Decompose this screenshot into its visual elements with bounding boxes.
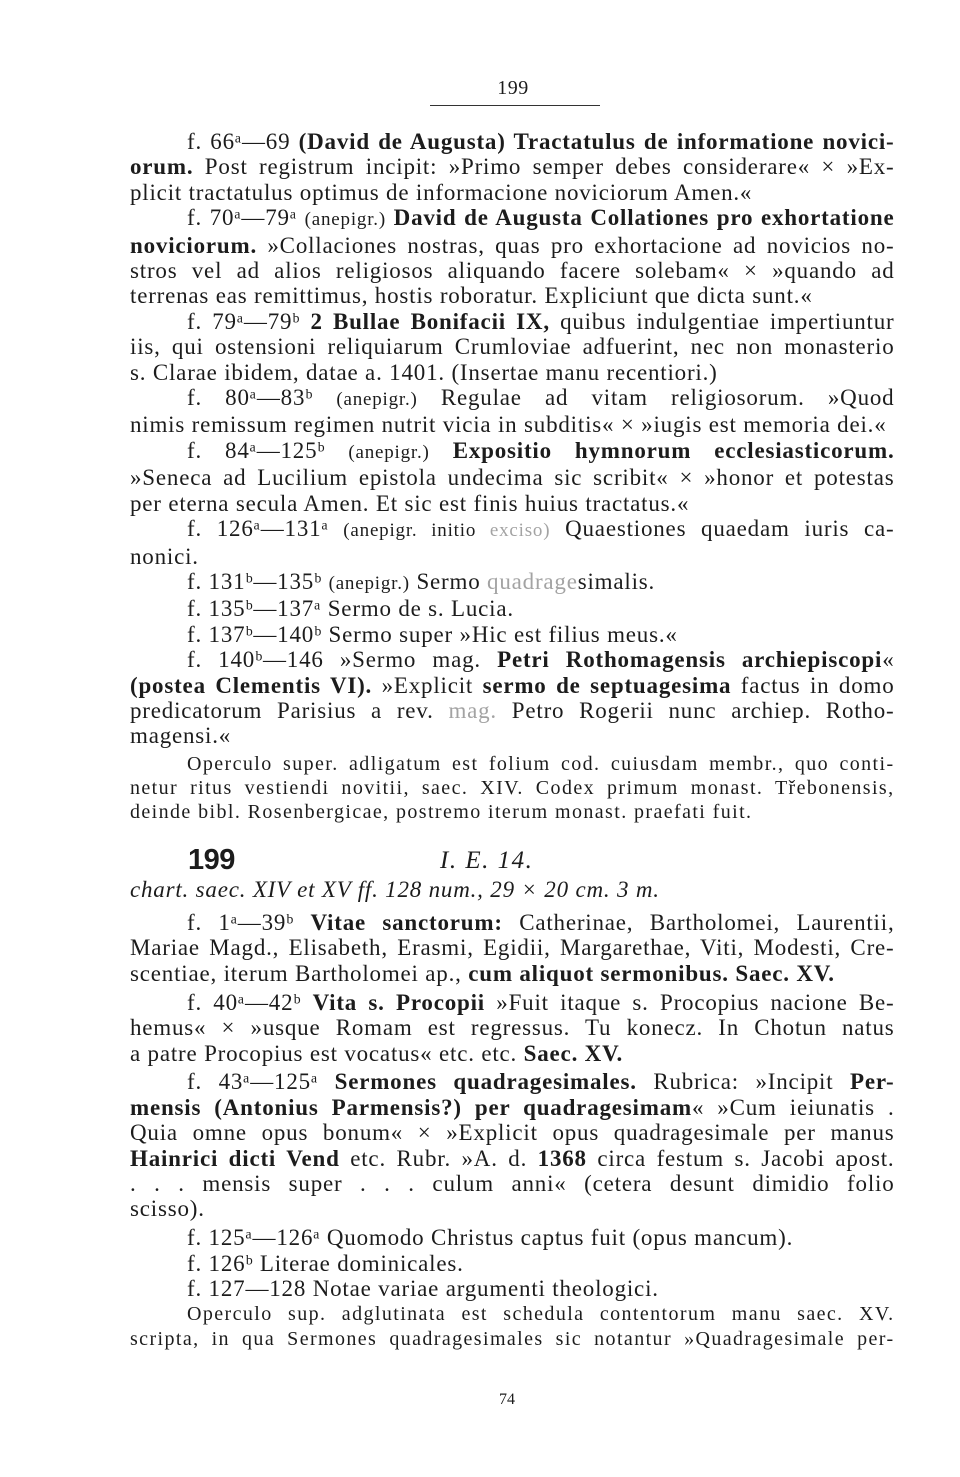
text-run: Sermo <box>409 568 488 594</box>
text-run-bold: David de Augusta Collationes pro exhortatione <box>393 205 895 231</box>
text-run-bold: (David de Augusta) Tractatulus de informatione novici- <box>298 129 895 154</box>
catalog-paragraph <box>130 1276 895 1301</box>
text-line <box>130 1196 895 1221</box>
text-line <box>130 935 895 960</box>
text-line <box>130 129 895 154</box>
text-line <box>130 180 895 205</box>
text-run-small: (anepigr.) <box>304 209 386 231</box>
text-run-small-faded: exciso) <box>489 520 551 542</box>
text-run: « »Cum ieiunatis . <box>691 1094 895 1120</box>
text-line-content <box>130 935 895 960</box>
catalog-paragraph <box>130 1069 895 1221</box>
text-run <box>430 438 453 463</box>
text-line-content <box>130 491 689 516</box>
catalog-paragraph <box>130 596 895 621</box>
text-run: iis, qui ostensioni reliquiarum Crumloviae adfuerint, nec non monasterio <box>130 334 895 360</box>
text-run: Operculo sup. adglutinata est schedula contentorum manu saec. XV. <box>187 1302 895 1325</box>
text-run: f. 80ᵃ—83ᵇ <box>187 385 337 411</box>
text-line-content <box>130 1120 895 1145</box>
text-line <box>130 154 895 179</box>
text-line-content <box>187 569 655 594</box>
catalog-paragraph <box>130 438 895 516</box>
catalog-paragraph <box>130 205 895 309</box>
running-head: 199 <box>497 77 529 99</box>
text-line <box>130 752 895 776</box>
text-run: simalis. <box>577 568 656 594</box>
catalog-paragraph <box>130 129 895 205</box>
text-run: f. 140ᵇ—146 »Sermo mag. <box>187 647 498 673</box>
text-line-content <box>187 309 895 334</box>
text-line-content <box>187 385 894 410</box>
text-line <box>130 990 895 1015</box>
text-line <box>130 1225 895 1250</box>
catalog-paragraph <box>130 622 895 647</box>
text-run: f. 126ᵇ Literae dominicales. <box>187 1250 464 1276</box>
catalog-paragraph <box>130 910 895 986</box>
catalog-paragraph <box>130 309 895 385</box>
text-line-content <box>130 412 887 437</box>
entry-description: chart. saec. XIV et XV ff. 128 num., 29 × 20 cm. 3 m. <box>130 877 660 902</box>
text-run: scripta, in qua Sermones quadragesimales sic notantur »Quadragesimale per- <box>130 1327 895 1350</box>
entry-number: 199 <box>188 844 235 876</box>
text-run-bold: Sermones quadragesimales. <box>334 1069 637 1095</box>
text-run-small: (anepigr. initio <box>343 520 490 542</box>
text-line-content <box>187 1276 659 1301</box>
text-run-bold: 2 Bullae Bonifacii IX, <box>310 308 550 334</box>
text-line-content <box>187 1303 895 1325</box>
text-run: f. 125ᵃ—126ᵃ Quomodo Christus captus fuit (opus mancum). <box>187 1225 794 1251</box>
text-line <box>130 776 895 800</box>
text-line <box>130 1069 895 1094</box>
text-run-faded: mag. <box>448 697 497 723</box>
text-run: nonici. <box>130 543 199 569</box>
entry-heading <box>0 845 960 875</box>
catalog-paragraph <box>130 516 895 569</box>
text-line-content <box>130 1095 895 1120</box>
text-line <box>130 647 895 672</box>
text-line-content <box>130 1328 895 1350</box>
text-line <box>130 1276 895 1301</box>
text-line <box>130 596 895 621</box>
text-line-content <box>130 961 835 986</box>
text-line <box>130 1251 895 1276</box>
catalog-paragraph <box>130 990 895 1066</box>
entry-shelfmark: I. E. 14. <box>440 847 534 874</box>
text-run: »Seneca ad Lucilium epistola undecima sic scribit« × »honor et potestas <box>130 465 895 491</box>
text-line <box>130 1146 895 1171</box>
catalog-paragraph <box>130 385 895 438</box>
text-run: per eterna secula Amen. Et sic est finis huius tractatus.« <box>130 490 690 516</box>
text-line-content <box>187 129 895 154</box>
text-run: « <box>882 647 895 673</box>
text-run-faded: quadrage <box>487 568 578 594</box>
text-line-content <box>187 1225 793 1250</box>
text-run-bold: Per- <box>850 1069 895 1095</box>
text-line-content <box>130 1146 894 1171</box>
text-run-bold: (postea Clementis VI). <box>130 672 373 698</box>
entry-note <box>130 1302 895 1352</box>
text-run-bold: Expositio hymnorum ecclesiasticorum. <box>452 437 895 463</box>
catalog-paragraph <box>130 1302 895 1352</box>
text-line-content <box>130 283 813 308</box>
text-line <box>130 961 895 986</box>
text-run-bold: Saec. XV. <box>523 1040 624 1066</box>
text-run: stros vel ad alios religiosos aliquando facere solebam« × »quando ad <box>130 258 895 284</box>
text-line-content <box>187 1251 464 1276</box>
text-line-content <box>130 154 895 179</box>
text-run: Post registrum incipit: »Primo semper debes considerare« × »Ex- <box>193 154 895 180</box>
catalog-paragraph <box>130 569 895 596</box>
text-run: quibus indulgentiae impertiuntur <box>549 308 895 334</box>
text-run-bold: cum aliquot sermonibus. Saec. XV. <box>468 960 835 986</box>
text-run-small: (anepigr.) <box>336 389 418 411</box>
text-run <box>386 205 394 230</box>
text-run-small: (anepigr.) <box>348 441 430 463</box>
text-run: scentiae, iterum Bartholomei ap., <box>130 960 469 986</box>
text-line <box>130 544 895 569</box>
text-line-content <box>187 622 678 647</box>
text-run: etc. Rubr. »A. d. <box>339 1145 538 1171</box>
text-run: netur ritus vestiendi novitii, saec. XIV. Codex primum monast. Třebonensis, <box>130 776 895 799</box>
text-line <box>130 1041 895 1066</box>
text-run-bold: sermo de septuagesima <box>482 672 732 698</box>
text-line-content <box>130 1171 895 1196</box>
text-run: predicatorum Parisius a rev. <box>130 697 449 723</box>
text-line-content <box>130 465 895 490</box>
text-line-content <box>130 673 895 698</box>
text-run-bold: noviciorum. <box>130 232 257 258</box>
text-run: scisso). <box>130 1196 205 1222</box>
text-run: f. 1ᵃ—39ᵇ <box>187 910 311 935</box>
text-run-small: (anepigr.) <box>328 572 410 594</box>
text-line <box>130 465 895 490</box>
text-run: f. 40ᵃ—42ᵇ <box>187 989 313 1015</box>
text-run: f. 127—128 Notae variae argumenti theologici. <box>187 1276 659 1302</box>
text-line <box>130 360 895 385</box>
text-run: f. 137ᵇ—140ᵇ Sermo super »Hic est filius meus.« <box>187 621 678 647</box>
text-run: s. Clarae ibidem, datae a. 1401. (Insertae manu recentiori.) <box>130 359 718 385</box>
text-run: f. 43ᵃ—125ᵃ <box>187 1069 335 1095</box>
text-line-content <box>130 334 895 359</box>
text-line-content <box>130 1015 895 1040</box>
running-head-rule <box>430 105 600 106</box>
text-line-content <box>130 698 895 723</box>
text-run-bold: orum. <box>130 154 194 180</box>
text-line <box>130 910 895 935</box>
entry-section <box>130 910 895 1352</box>
text-run: a patre Procopius est vocatus« etc. etc. <box>130 1040 524 1066</box>
text-run-bold: Hainrici dicti Vend <box>130 1145 340 1171</box>
text-run: f. 131ᵇ—135ᵇ <box>187 568 329 594</box>
text-line <box>130 491 895 516</box>
text-run: f. 126ᵃ—131ᵃ <box>187 516 344 542</box>
text-line <box>130 258 895 283</box>
text-run-bold: mensis (Antonius Parmensis?) per quadragesimam <box>130 1094 692 1120</box>
text-line <box>130 1120 895 1145</box>
text-run: Petro Rogerii nunc archiep. Rotho- <box>497 697 895 723</box>
text-line <box>130 1095 895 1120</box>
text-line-content <box>187 438 895 463</box>
text-line-content <box>187 753 895 775</box>
text-line-content <box>130 360 718 385</box>
text-run-bold: Vitae sanctorum: <box>310 910 503 935</box>
text-line <box>130 1015 895 1040</box>
text-run: magensi.« <box>130 723 232 749</box>
text-run: Rubrica: »Incipit <box>636 1069 850 1095</box>
text-line <box>130 385 895 412</box>
text-line-content <box>187 990 895 1015</box>
text-line <box>130 622 895 647</box>
text-run: f. 135ᵇ—137ᵃ Sermo de s. Lucia. <box>187 596 514 622</box>
text-run: circa festum s. Jacobi apost. <box>586 1145 895 1171</box>
text-run: f. 70ᵃ—79ᵃ <box>187 205 305 231</box>
text-line-content <box>187 910 895 935</box>
text-line-content <box>187 516 895 541</box>
text-line <box>130 698 895 723</box>
text-run: »Explicit <box>372 672 483 698</box>
text-run: Quaestiones quaedam iuris ca- <box>550 516 895 542</box>
text-run: factus in domo <box>731 672 895 698</box>
text-run: »Collaciones nostras, quas pro exhortacione ad novicios no- <box>257 232 895 258</box>
text-line-content <box>130 723 231 748</box>
text-line-content <box>130 258 895 283</box>
text-run: Mariae Magd., Elisabeth, Erasmi, Egidii, Margarethae, Viti, Modesti, Cre- <box>130 935 895 961</box>
text-line <box>130 516 895 543</box>
text-line-content <box>130 544 199 569</box>
text-run: deinde bibl. Rosenbergicae, postremo iterum monast. praefati fuit. <box>130 800 753 823</box>
top-paragraphs <box>130 129 895 749</box>
text-line <box>130 673 895 698</box>
text-run-bold: 1368 <box>537 1145 587 1171</box>
text-line-content <box>187 1069 894 1094</box>
text-run: Operculo super. adligatum est folium cod. cuiusdam membr., quo conti- <box>187 752 895 775</box>
text-line <box>130 438 895 465</box>
text-line <box>130 233 895 258</box>
text-line-content <box>130 801 752 823</box>
text-run-bold: Petri Rothomagensis archiepiscopi <box>497 647 883 673</box>
text-run-bold: Vita s. Procopii <box>312 989 485 1015</box>
text-run: Quia omne opus bonum« × »Explicit opus quadragesimale per manus <box>130 1120 895 1146</box>
top-section <box>130 129 895 824</box>
text-line-content <box>130 1041 623 1066</box>
text-run: f. 66ᵃ—69 <box>187 129 299 154</box>
text-line-content <box>130 233 895 258</box>
text-line-content <box>187 205 894 230</box>
text-run: f. 79ᵃ—79ᵇ <box>187 308 311 334</box>
text-line-content <box>130 1196 205 1221</box>
text-run: terrenas eas remittimus, hostis roboratur. Expliciunt que dicta sunt.« <box>130 283 813 309</box>
text-run: nimis remissum regimen nutrit vicia in subditis« × »iugis est memoria dei.« <box>130 412 887 438</box>
catalog-paragraph <box>130 1251 895 1276</box>
text-line <box>130 205 895 232</box>
catalog-paragraph <box>130 1225 895 1250</box>
text-line <box>130 1302 895 1327</box>
text-line <box>130 309 895 334</box>
text-line <box>130 569 895 596</box>
text-line-content <box>130 777 895 799</box>
text-run: »Fuit itaque s. Procopius nacione Be- <box>485 989 895 1015</box>
catalog-paragraph <box>130 647 895 749</box>
text-run: Regulae ad vitam religiosorum. »Quod <box>417 385 895 411</box>
text-run: plicit tractatulus optimus de informacione noviciorum Amen.« <box>130 179 753 205</box>
text-line-content <box>187 647 895 672</box>
page-number: 74 <box>499 1391 515 1408</box>
text-run: hemus« × »usque Romam est regressus. Tu konecz. In Chotun natus <box>130 1015 895 1041</box>
text-line <box>130 283 895 308</box>
text-line-content <box>187 596 514 621</box>
text-run: f. 84ᵃ—125ᵇ <box>187 437 349 463</box>
text-line-content <box>130 180 752 205</box>
text-line <box>130 334 895 359</box>
entry-paragraphs <box>130 910 895 1302</box>
text-line <box>130 723 895 748</box>
text-run: . . . mensis super . . . culum anni« (cetera desunt dimidio folio <box>130 1171 895 1197</box>
text-line <box>130 1327 895 1352</box>
catalog-paragraph <box>130 752 895 824</box>
text-run: Catherinae, Bartholomei, Laurentii, <box>502 910 895 935</box>
text-line <box>130 412 895 437</box>
text-line <box>130 1171 895 1196</box>
top-note <box>130 752 895 824</box>
text-line <box>130 800 895 824</box>
